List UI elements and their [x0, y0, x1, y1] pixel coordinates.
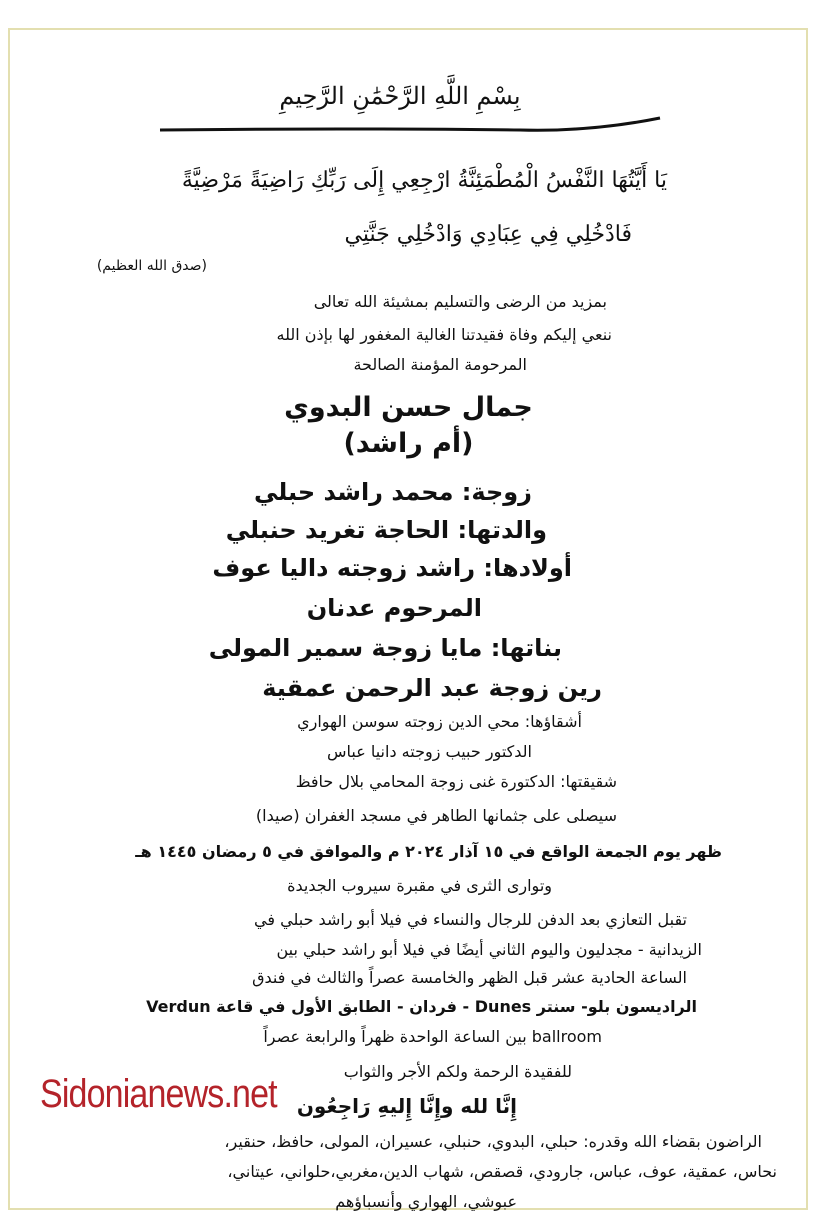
condolences-line-2: الزيدانية - مجدليون واليوم الثاني أيضًا في فيلا أبو راشد حبلي بين [276, 940, 702, 959]
family-sons-2: المرحوم عدنان [306, 594, 482, 622]
condolences-line-3: الساعة الحادية عشر قبل الظهر والخامسة عصراً والثالث في فندق [252, 968, 687, 987]
verse-line-2: فَادْخُلِي فِي عِبَادِي وَادْخُلِي جَنَّتِي [344, 222, 632, 247]
prayer-line-3: وتوارى الثرى في مقبرة سيروب الجديدة [287, 876, 552, 895]
family-husband: زوجة: محمد راشد حبلي [253, 478, 532, 506]
condolences-line-5: ballroom بين الساعة الواحدة ظهراً والرابعة عصراً [263, 1027, 602, 1046]
family-mother: والدتها: الحاجة تغريد حنبلي [225, 516, 547, 544]
prayer-line-1: سيصلى على جثمانها الطاهر في مسجد الغفران (صيدا) [255, 806, 617, 825]
family-sons-1: أولادها: راشد زوجته داليا عوف [212, 554, 572, 582]
site-watermark: Sidonianews.net [40, 1072, 277, 1116]
condolences-line-1: تقبل التعازي بعد الدفن للرجال والنساء في فيلا أبو راشد حبلي في [254, 910, 687, 929]
family-daughters-1: بناتها: مايا زوجة سمير المولى [208, 634, 562, 662]
basmala-text: بِسْمِ اللَّهِ الرَّحْمَٰنِ الرَّحِيمِ [279, 82, 521, 110]
closing-inna: إِنَّا لله وإِنَّا إِليهِ رَاجِعُون [296, 1094, 517, 1118]
verse-line-1: يَا أَيَّتُهَا النَّفْسُ الْمُطْمَئِنَّةُ ارْجِعِي إِلَى رَبِّكِ رَاضِيَةً مَرْضِيَّةً [181, 168, 667, 193]
closing-mercy: للفقيدة الرحمة ولكم الأجر والثواب [343, 1062, 572, 1081]
family-brothers-1: أشقاؤها: محي الدين زوجته سوسن الهواري [297, 712, 582, 731]
mourners-line-3: عبوشي، الهواري وأنسباؤهم [335, 1192, 517, 1211]
mourners-line-1: الراضون بقضاء الله وقدره: حبلي، البدوي، حنبلي، عسيران، المولى، حافظ، حنقير، [224, 1132, 762, 1151]
deceased-name: جمال حسن البدوي [284, 392, 533, 423]
family-sister: شقيقتها: الدكتورة غنى زوجة المحامي بلال حافظ [295, 772, 617, 791]
condolences-line-4: الراديسون بلو- سنتر Dunes - فردان - الطابق الأول في قاعة Verdun [146, 997, 697, 1016]
prayer-line-2: ظهر يوم الجمعة الواقع في ١٥ آذار ٢٠٢٤ م والموافق في ٥ رمضان ١٤٤٥ هـ [135, 842, 722, 861]
intro-line-1: بمزيد من الرضى والتسليم بمشيئة الله تعالى [313, 292, 607, 311]
intro-line-2: ننعي إليكم وفاة فقيدتنا الغالية المغفور لها بإذن الله [276, 325, 612, 344]
intro-line-3: المرحومة المؤمنة الصالحة [353, 355, 527, 374]
mourners-line-2: نحاس، عمقية، عوف، عباس، جارودي، قصقص، شهاب الدين،مغربي،حلواني، عيتاني، [227, 1162, 777, 1181]
family-daughters-2: رين زوجة عبد الرحمن عمقية [262, 674, 602, 702]
family-brothers-2: الدكتور حبيب زوجته دانيا عباس [326, 742, 532, 761]
deceased-kunya: (أم راشد) [343, 428, 474, 459]
verse-closing: (صدق الله العظيم) [96, 258, 207, 274]
